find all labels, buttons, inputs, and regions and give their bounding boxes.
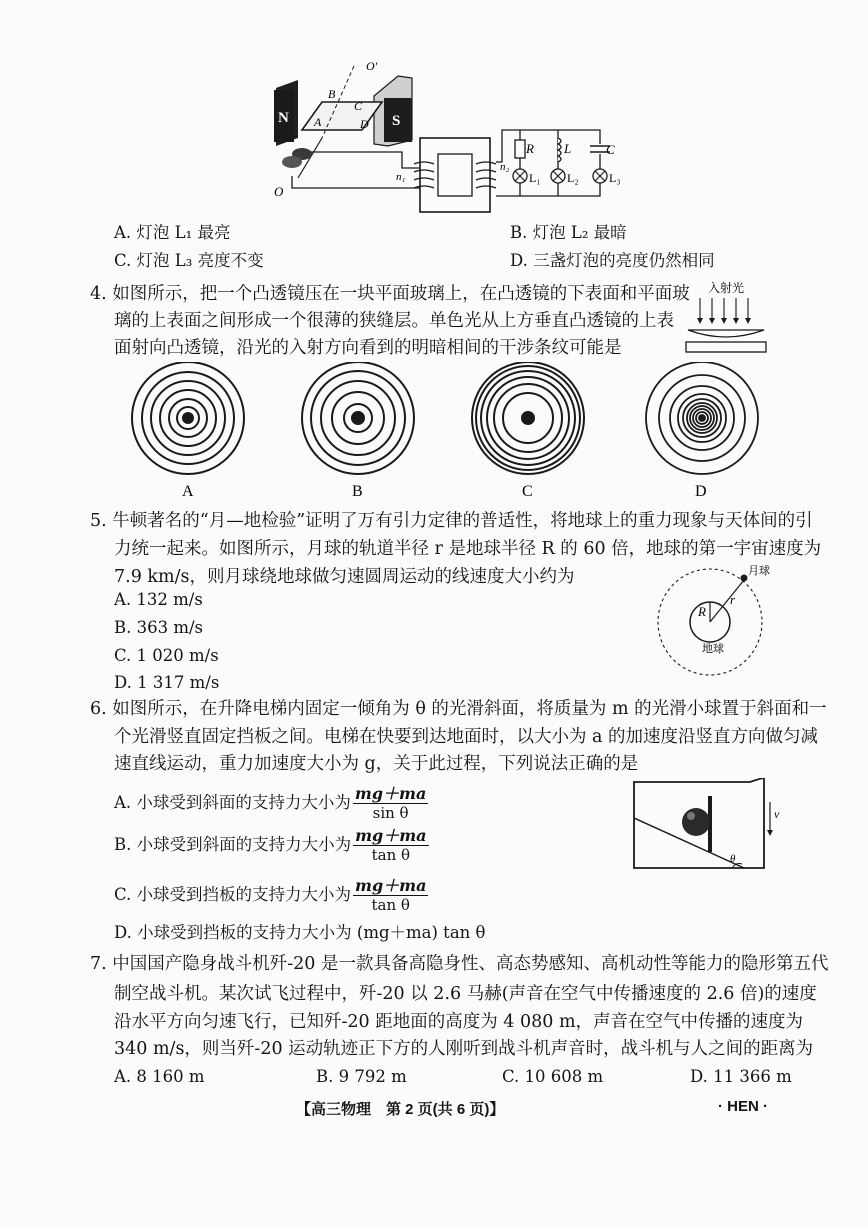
svg-text:n₂: n₂ (500, 161, 510, 173)
svg-text:N: N (278, 110, 289, 126)
page-footer: 【高三物理 第 2 页(共 6 页)】 (296, 1101, 505, 1118)
svg-text:n₁: n₁ (396, 171, 406, 183)
q3-option-d: D. 三盏灯泡的亮度仍然相同 (510, 251, 715, 270)
q5-option-d: D. 1 317 m/s (114, 673, 220, 692)
svg-text:S: S (392, 113, 401, 129)
svg-text:C: C (606, 142, 615, 157)
svg-text:L₁: L₁ (529, 171, 541, 185)
svg-text:D: D (360, 117, 369, 131)
q7-option-d: D. 11 366 m (690, 1067, 792, 1086)
q5-option-c: C. 1 020 m/s (114, 646, 219, 665)
svg-text:O′: O′ (366, 59, 378, 73)
svg-text:R: R (698, 604, 706, 619)
pattern-d-label: D (695, 483, 707, 500)
svg-text:v: v (774, 807, 780, 821)
svg-text:地球: 地球 (702, 643, 724, 655)
q4-stem-line-3: 面射向凸透镜，沿光的入射方向看到的明暗相间的干涉条纹可能是 (114, 338, 622, 358)
q7-stem-line-3: 沿水平方向匀速飞行，已知歼-20 距地面的高度为 4 080 m，声音在空气中传播的速度为 (114, 1012, 804, 1032)
q3-option-b: B. 灯泡 L₂ 最暗 (510, 223, 627, 242)
svg-text:L: L (564, 141, 572, 156)
elevator-incline-figure (632, 778, 784, 874)
q6-option-c: C. 小球受到挡板的支持力大小为 $\frac{mg+ma}{\text{tan θ}}$ (114, 876, 427, 914)
svg-text:O: O (274, 184, 284, 199)
q7-option-b: B. 9 792 m (316, 1067, 407, 1086)
interference-patterns (130, 362, 770, 502)
svg-text:C: C (354, 99, 363, 113)
lamp-l1 (513, 169, 541, 185)
q7-stem-line-4: 340 m/s，则当歼-20 运动轨迹正下方的人刚听到战斗机声音时，战斗机与人之间的距离为 (114, 1039, 814, 1059)
q7-stem-line-2: 制空战斗机。某次试飞过程中，歼-20 以 2.6 马赫(声音在空气中传播速度的 2.6 倍)的速度 (114, 984, 817, 1004)
svg-text:L₂: L₂ (567, 171, 579, 185)
lamp-l3 (593, 169, 621, 185)
transformer-core (420, 138, 490, 212)
q3-option-c: C. 灯泡 L₃ 亮度不变 (114, 251, 264, 270)
q6-stem-line-1: 6. 如图所示，在升降电梯内固定一倾角为 θ 的光滑斜面，将质量为 m 的光滑小球置于斜面和一 (90, 699, 827, 719)
svg-text:L₃: L₃ (609, 171, 621, 185)
generator-circuit-figure (262, 58, 662, 218)
svg-text:月球: 月球 (748, 565, 770, 577)
lamp-l2 (551, 169, 579, 185)
q6-option-b: B. 小球受到斜面的支持力大小为 $\frac{mg+ma}{\text{tan θ}}$ (114, 826, 427, 864)
svg-text:R: R (526, 141, 534, 156)
svg-text:入射光: 入射光 (708, 281, 745, 295)
q6-stem-line-3: 速直线运动，重力加速度大小为 g，关于此过程，下列说法正确的是 (114, 754, 639, 774)
q3-option-a: A. 灯泡 L₁ 最亮 (114, 223, 231, 242)
q7-stem-line-1: 7. 中国国产隐身战斗机歼-20 是一款具备高隐身性、高态势感知、高机动性等能力的隐形第五代 (90, 954, 829, 974)
q4-stem-line-2: 璃的上表面之间形成一个很薄的狭缝层。单色光从上方垂直凸透镜的上表 (114, 311, 674, 331)
q5-option-b: B. 363 m/s (114, 618, 204, 637)
q5-stem-line-1: 5. 牛顿著名的“月—地检验”证明了万有引力定律的普适性，将地球上的重力现象与天体间的引 (90, 511, 813, 531)
pattern-a (132, 362, 244, 474)
svg-text:A: A (314, 115, 322, 129)
svg-text:B: B (328, 87, 336, 101)
pattern-c (472, 362, 584, 474)
footer-code: · HEN · (718, 1098, 768, 1115)
q5-stem-line-2: 力统一起来。如图所示，月球的轨道半径 r 是地球半径 R 的 60 倍，地球的第一宇宙速度为 (114, 539, 822, 559)
pattern-b-label: B (352, 483, 363, 500)
moon-earth-figure (652, 560, 772, 682)
pattern-c-label: C (522, 483, 533, 500)
q7-option-a: A. 8 160 m (114, 1067, 205, 1086)
svg-text:θ: θ (730, 853, 736, 865)
pattern-b (302, 362, 414, 474)
lens-on-glass-figure (684, 278, 768, 356)
pattern-d (646, 362, 758, 474)
q7-option-c: C. 10 608 m (502, 1067, 604, 1086)
pattern-a-label: A (182, 483, 194, 500)
q5-stem-line-3: 7.9 km/s，则月球绕地球做匀速圆周运动的线速度大小约为 (114, 567, 575, 587)
q6-option-d: D. 小球受到挡板的支持力大小为 (mg＋ma) tan θ (114, 923, 486, 942)
svg-text:r: r (730, 592, 736, 607)
q6-option-a: A. 小球受到斜面的支持力大小为 $\frac{mg+ma}{\text{sin θ}}$ (114, 784, 427, 822)
q5-option-a: A. 132 m/s (114, 590, 203, 609)
q6-stem-line-2: 个光滑竖直固定挡板之间。电梯在快要到达地面时，以大小为 a 的加速度沿竖直方向做匀减 (114, 727, 819, 747)
q4-stem-line-1: 4. 如图所示，把一个凸透镜压在一块平面玻璃上，在凸透镜的下表面和平面玻 (90, 284, 690, 304)
